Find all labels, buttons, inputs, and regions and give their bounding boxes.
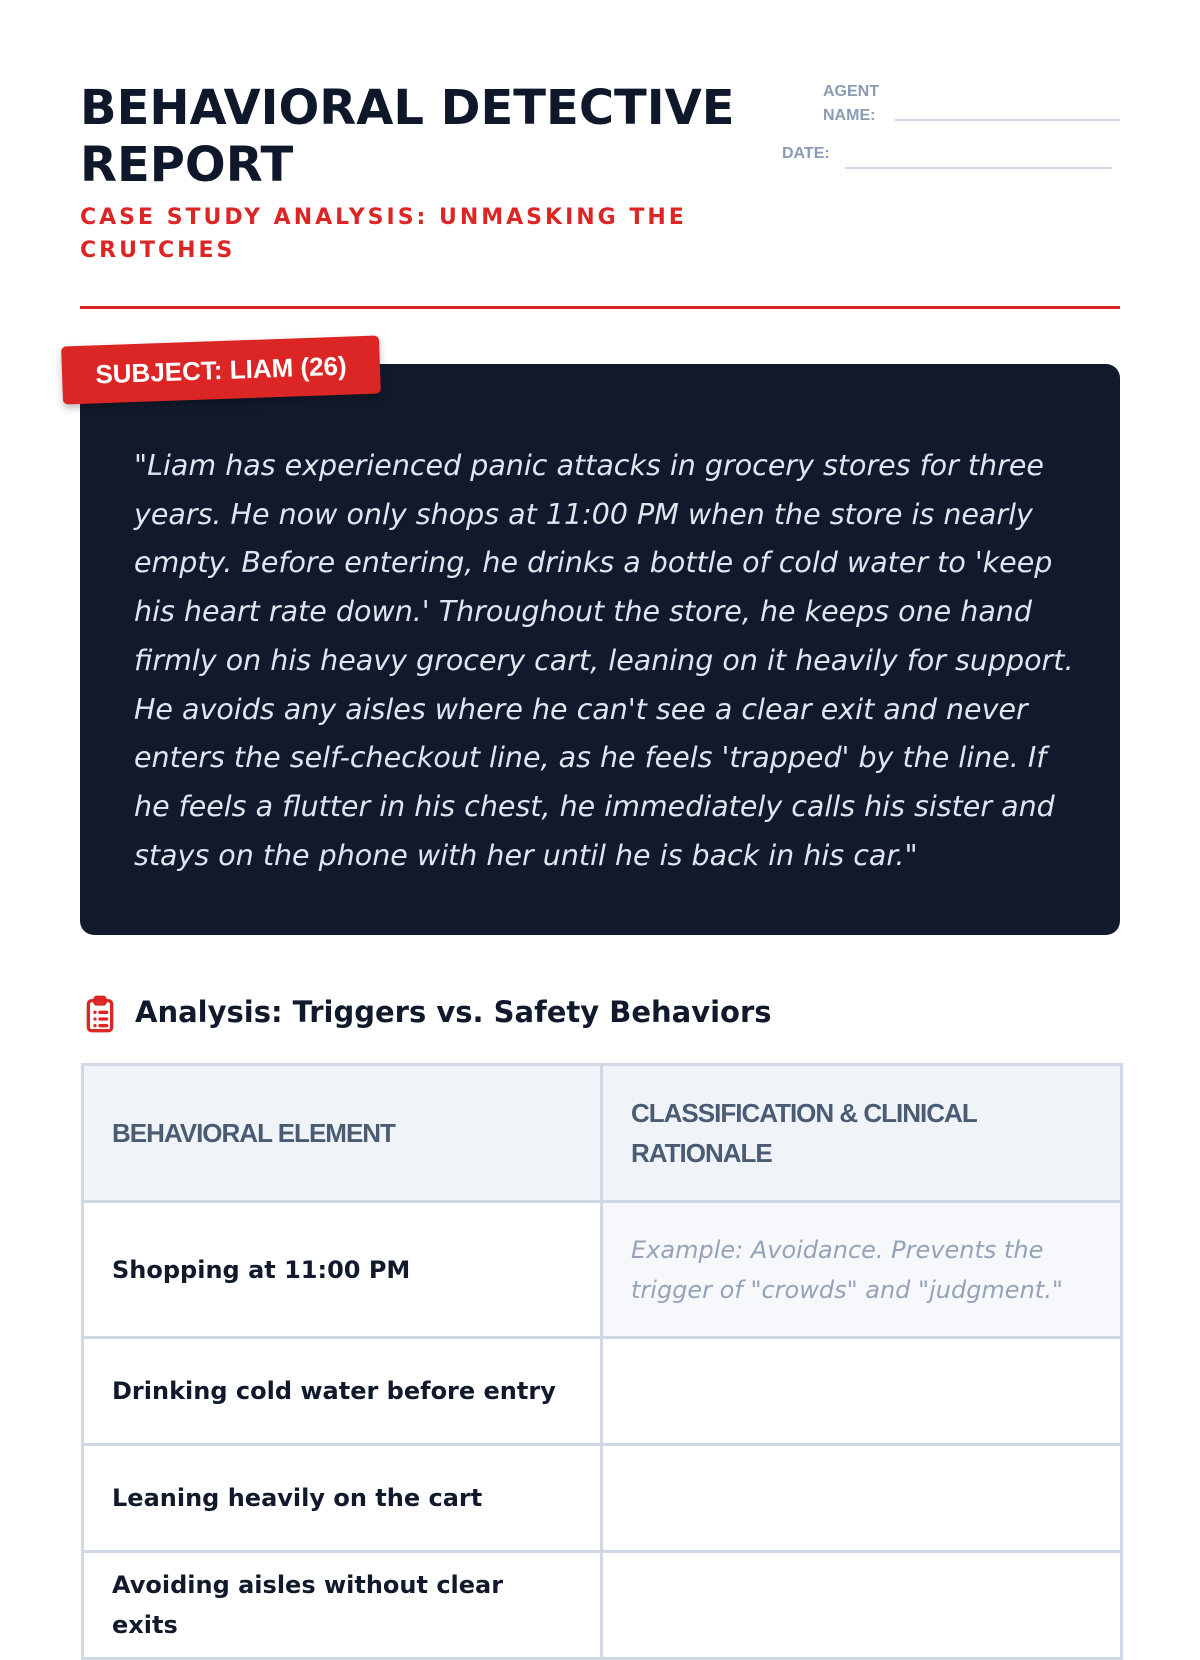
behavior-element: Leaning heavily on the cart <box>83 1445 602 1552</box>
column-header-element: BEHAVIORAL ELEMENT <box>83 1065 602 1202</box>
analysis-table <box>81 1063 1123 1660</box>
subject-tag: SUBJECT: LIAM (26) <box>61 335 381 404</box>
analysis-heading: Analysis: Triggers vs. Safety Behaviors <box>135 995 772 1029</box>
table-row <box>83 1202 1122 1338</box>
date-label: DATE: <box>782 145 830 162</box>
case-study-card <box>80 364 1120 935</box>
table-row <box>83 1552 1122 1659</box>
agent-name-field[interactable] <box>895 119 1120 121</box>
behavior-element: Shopping at 11:00 PM <box>83 1202 602 1338</box>
case-study-quote: "Liam has experienced panic attacks in grocery stores for three years. He now only shops at 11:00 PM when the store is nearly empty. Before entering, he drinks a bottle of cold water to 'keep his heart rate down.' Throughout the store, he keeps one hand firmly on his heavy grocery cart, leaning on it heavily for support. He avoids any aisles where he can't see a clear exit and never enters the self-checkout line, as he feels 'trapped' by the line. If he feels a flutter in his chest, he immediately calls his sister and stays on the phone with her until he is back in his car." <box>134 449 1074 872</box>
clipboard-list-icon <box>80 994 120 1034</box>
rationale-input-cell[interactable] <box>602 1338 1122 1445</box>
agent-name-label: AGENT NAME: <box>823 83 879 124</box>
header-divider <box>80 306 1120 309</box>
column-header-rationale: CLASSIFICATION & CLINICAL RATIONALE <box>602 1065 1122 1202</box>
rationale-example: Example: Avoidance. Prevents the trigger of "crowds" and "judgment." <box>602 1202 1122 1338</box>
table-row <box>83 1338 1122 1445</box>
rationale-input-cell[interactable] <box>602 1445 1122 1552</box>
report-subtitle: CASE STUDY ANALYSIS: UNMASKING THE CRUTCHES <box>80 205 687 263</box>
date-field[interactable] <box>845 167 1112 169</box>
report-title: BEHAVIORAL DETECTIVE REPORT <box>80 80 735 193</box>
behavior-element: Avoiding aisles without clear exits <box>83 1552 602 1659</box>
table-header-row <box>83 1065 1122 1202</box>
rationale-input-cell[interactable] <box>602 1552 1122 1659</box>
table-row <box>83 1445 1122 1552</box>
behavior-element: Drinking cold water before entry <box>83 1338 602 1445</box>
